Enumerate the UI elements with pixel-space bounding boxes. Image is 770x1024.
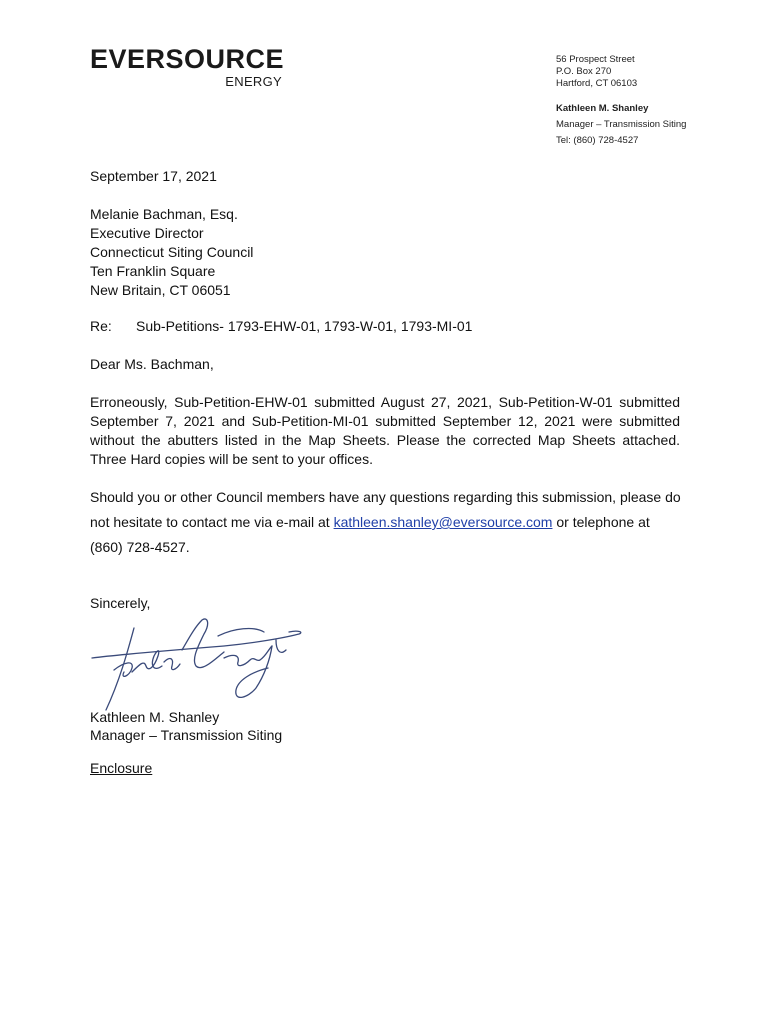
paragraph-text: or telephone at (860) 728-4527. xyxy=(90,514,650,555)
recipient-line: Melanie Bachman, Esq. xyxy=(90,206,238,222)
salutation: Dear Ms. Bachman, xyxy=(90,356,214,372)
email-link[interactable]: kathleen.shanley@eversource.com xyxy=(333,514,553,530)
sender-city: Hartford, CT 06103 xyxy=(556,78,638,89)
logo-wordmark: EVERSOURCE xyxy=(90,44,285,74)
sender-street: 56 Prospect Street xyxy=(556,54,635,65)
recipient-line: Connecticut Siting Council xyxy=(90,244,254,260)
eversource-logo xyxy=(90,44,290,94)
paragraph-text: Should you or other Council members have any questions regarding this submission, please do not hesitate to contact me via e-mail at xyxy=(90,489,681,530)
letter-date: September 17, 2021 xyxy=(90,168,217,184)
sender-title: Manager – Transmission Siting xyxy=(556,119,687,130)
signer-name: Kathleen M. Shanley xyxy=(90,709,220,725)
closing: Sincerely, xyxy=(90,595,151,611)
sender-tel: Tel: (860) 728-4527 xyxy=(556,135,639,146)
body-paragraph-2 xyxy=(90,485,685,560)
recipient-address xyxy=(90,205,253,300)
recipient-line: Ten Franklin Square xyxy=(90,263,216,279)
sender-block xyxy=(556,54,756,147)
sender-name: Kathleen M. Shanley xyxy=(556,103,649,114)
subject-label: Re: xyxy=(90,318,112,334)
signer-title: Manager – Transmission Siting xyxy=(90,727,283,743)
signer-block xyxy=(90,708,282,744)
enclosure-note: Enclosure xyxy=(90,760,153,776)
recipient-line: New Britain, CT 06051 xyxy=(90,282,231,298)
logo-subtext: ENERGY xyxy=(225,74,282,89)
body-paragraph-1: Erroneously, Sub-Petition-EHW-01 submitted August 27, 2021, Sub-Petition-W-01 submitted September 7, 2021 and Sub-Petition-MI-01 submitted September 12, 2021 were submitted without the abutters listed in the Map Sheets. Please the corrected Map Sheets attached. Three Hard copies will be sent to your offices. xyxy=(90,394,680,467)
sender-po-box: P.O. Box 270 xyxy=(556,66,612,77)
recipient-line: Executive Director xyxy=(90,225,204,241)
signature-image xyxy=(84,610,314,720)
subject-line xyxy=(90,318,472,334)
subject-text: Sub-Petitions- 1793-EHW-01, 1793-W-01, 1793-MI-01 xyxy=(136,318,473,334)
